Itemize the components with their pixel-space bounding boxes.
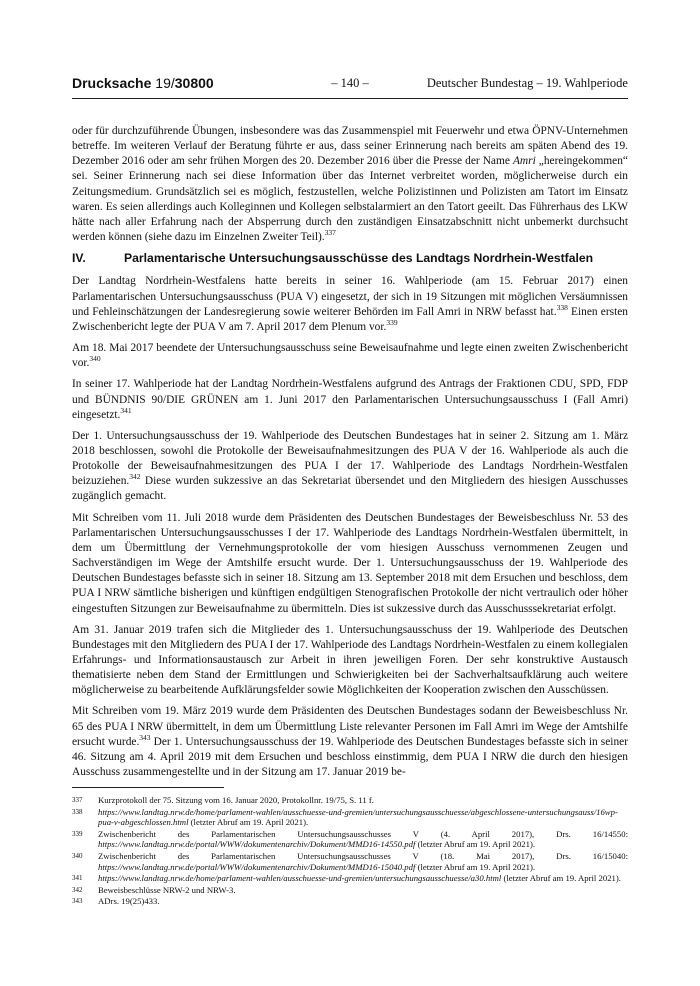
footnote-link[interactable]: https://www.landtag.nrw.de/portal/WWW/dokumentenarchiv/Dokument/MMD16-15040.pdf: [98, 861, 416, 872]
footnote-number: 340: [72, 851, 83, 860]
footnote-link[interactable]: https://www.landtag.nrw.de/portal/WWW/dokumentenarchiv/Dokument/MMD16-14550.pdf: [98, 839, 416, 850]
paragraph: Am 18. Mai 2017 beendete der Untersuchungsausschuss seine Beweisaufnahme und legte einen zweiten Zwischenbericht vor.$^{340}$: [72, 342, 628, 370]
footnote-ref[interactable]: 340: [89, 354, 101, 364]
footnote-ref[interactable]: 343: [139, 732, 151, 742]
section-heading: IV. Parlamentarische Untersuchungsausschüsse des Landtags Nordrhein-Westfalen: [72, 251, 594, 266]
footnote-number: 343: [72, 897, 83, 906]
footnote-number: 342: [72, 885, 83, 894]
footnote: 339 Zwischenbericht des Parlamentarischen Untersuchungsausschusses V (4. April 2017), Drs. 16/14550: https://www.landtag.nrw.de/portal/WWW/dokumentenarchiv/Dokument/MMD16-14550.pdf (letzter Abruf am 19. April 2021).: [72, 828, 628, 850]
footnote-ref[interactable]: 342: [129, 472, 141, 482]
body-text: [72, 124, 628, 786]
footnote: 337 Kurzprotokoll der 75. Sitzung vom 16. Januar 2020, Protokollnr. 19/75, S. 11 f.: [72, 795, 374, 805]
footnote-ref[interactable]: 341: [120, 405, 132, 415]
page-header: [72, 76, 628, 94]
paragraph: Der Landtag Nordrhein-Westfalens hatte bereits in seiner 16. Wahlperiode (am 15. Februar 2017) einen Parlamentarischen Untersuchungsausschuss (PUA V) eingesetzt, der sich in 19 Sitzungen mit möglichen Versäumnissen und Fehleinschätzungen der Landesregierung sowie weiterer Behörden im Fall Amri in NRW befasst hat.$^{338}$ Einen ersten Zwischenbericht legte der PUA V am 7. April 2017 dem Plenum vor.$^{339}$: [72, 275, 628, 333]
footnote-number: 341: [72, 874, 83, 883]
footnote-number: 339: [72, 829, 83, 838]
footnote-link[interactable]: https://www.landtag.nrw.de/home/parlament-wahlen/ausschuesse-und-gremien/untersuchungsausschuesse/abgeschlossene-untersuchungsauss/16wp-pua-v-abgeschlossen.html: [98, 806, 618, 828]
document-number: Drucksache 19/30800: [72, 75, 214, 91]
footnote: 338 https://www.landtag.nrw.de/home/parlament-wahlen/ausschuesse-und-gremien/untersuchungsausschuesse/abgeschlossene-untersuchungsauss/16wp-pua-v-abgeschlossen.html (letzter Abruf am 19. April 2021).: [72, 806, 618, 828]
footnote-rule: [72, 787, 224, 788]
footnote: 342 Beweisbeschlüsse NRW-2 und NRW-3.: [72, 884, 236, 895]
paragraph-list: [72, 274, 628, 780]
footnote-ref[interactable]: 337: [324, 228, 336, 238]
paragraph: oder für durchzuführende Übungen, insbesondere was das Zusammenspiel mit Feuerwehr und etwa ÖPNV-Unternehmen betreffe. Im weiteren Verlauf der Beratung führte er aus, dass seiner Erinnerung nach bereits am späten Abend des 19. Dezember 2016 oder am sehr frühen Morgen des 20. Dezember 2016 über die Presse der Name Amri „hereingekommen“ sei. Seiner Erinnerung nach sei diese Information über das Internet verbreitet worden, möglicherweise durch ein Zeitungsmedium. Grundsätzlich sei es möglich, festzustellen, welche Polizistinnen und Polizisten am Tatort im Einsatz waren. Es seien allerdings auch Kolleginnen und Kollegen selbstalarmiert an den Tatort geeilt. Das Führerhaus des LKW hätte nach aller Erfahrung nach der Absperrung durch den zuständigen Einsatzabschnitt nicht unbemerkt durchsucht werden können (siehe dazu im Einzelnen Zweiter Teil).$^{337}$: [72, 125, 628, 244]
paragraph: Mit Schreiben vom 11. Juli 2018 wurde dem Präsidenten des Deutschen Bundestages der Beweisbeschluss Nr. 53 des Parlamentarischen Untersuchungsausschusses I der 17. Wahlperiode des Landtags Nordrhein-Westfalen übermittelt, in dem um Übermittlung der Vernehmungsprotokolle der vom hiesigen Ausschuss vernommenen Zeugen und Sachverständigen im Wege der Amtshilfe ersucht wurde. Der 1. Untersuchungsausschuss der 19. Wahlperiode des Deutschen Bundestages befasste sich in seiner 18. Sitzung am 13. September 2018 mit dem Ersuchen und beschloss, dem PUA I NRW sämtliche bisherigen und künftigen endgültigen Stenografischen Protokolle der nicht vertraulich oder höher eingestuften Sitzungen zur Beweisaufnahme zu übermitteln. Dies ist sukzessive durch das Ausschusssekretariat erfolgt.: [72, 511, 628, 615]
footnote-link[interactable]: https://www.landtag.nrw.de/home/parlament-wahlen/ausschuesse-und-gremien/untersuchungsausschuesse/a30.html: [98, 873, 502, 884]
footnote-ref[interactable]: 338: [556, 302, 568, 312]
footnotes: [72, 795, 628, 908]
paragraph: Der 1. Untersuchungsausschuss der 19. Wahlperiode des Deutschen Bundestages hat in seiner 2. Sitzung am 1. März 2018 beschlossen, sowohl die Protokolle der Beweisaufnahmesitzungen des PUA V der 16. Wahlperiode als auch die Protokolle der Beweisaufnahmesitzungen des PUA I der 17. Wahlperiode des Landtags Nordrhein-Westfalen beizuziehen.$^{342}$ Diese wurden sukzessive an das Sekretariat übersendet und den Mitgliedern des hiesigen Ausschusses zugänglich gemacht.: [72, 429, 628, 503]
footnote-number: 338: [72, 807, 83, 816]
header-rule: [72, 98, 628, 99]
page-number: – 140 –: [331, 76, 369, 90]
paragraph: In seiner 17. Wahlperiode hat der Landtag Nordrhein-Westfalens aufgrund des Antrags der Fraktionen CDU, SPD, FDP und BÜNDNIS 90/DIE GRÜNEN am 1. Juni 2017 den Parlamentarischen Untersuchungsausschuss I (Fall Amri) eingesetzt.$^{341}$: [72, 378, 628, 421]
footnote: 343 ADrs. 19(25)433.: [72, 896, 160, 907]
paragraph: Am 31. Januar 2019 trafen sich die Mitglieder des 1. Untersuchungsausschuss der 19. Wahlperiode des Deutschen Bundestages mit den Mitgliedern des PUA I der 17. Wahlperiode des Landtags Nordrhein-Westfalen zu einem kollegialen Erfahrungs- und Informationsaustausch zur Arbeit in ihren jeweiligen Foren. Der sehr konstruktive Austausch thematisierte neben dem Stand der Ermittlungen und Schwierigkeiten bei der Sachverhaltsaufklärung auch weitere möglicherweise zu bearbeitende Aufklärungsfelder sowie Möglichkeiten der Kooperation zwischen den Ausschüssen.: [72, 623, 628, 697]
footnote: 341 https://www.landtag.nrw.de/home/parlament-wahlen/ausschuesse-und-gremien/untersuchungsausschuesse/a30.html (letzter Abruf am 19. April 2021).: [72, 873, 621, 884]
footnote-number: 337: [72, 796, 83, 804]
footnote-ref[interactable]: 339: [386, 318, 398, 328]
header-publisher: Deutscher Bundestag – 19. Wahlperiode: [426, 76, 628, 90]
footnote: 340 Zwischenbericht des Parlamentarischen Untersuchungsausschusses V (18. Mai 2017), Drs. 16/15040: https://www.landtag.nrw.de/portal/WWW/dokumentenarchiv/Dokument/MMD16-15040.pdf (letzter Abruf am 19. April 2021).: [72, 850, 628, 872]
paragraph: Mit Schreiben vom 19. März 2019 wurde dem Präsidenten des Deutschen Bundestages sodann der Beweisbeschluss Nr. 65 des PUA I NRW übermittelt, in dem um Übermittlung Liste relevanter Personen im Fall Amri im Wege der Amtshilfe ersucht wurde.$^{343}$ Der 1. Untersuchungsausschuss der 19. Wahlperiode des Deutschen Bundestages befasste sich in seiner 46. Sitzung am 4. April 2019 mit dem Ersuchen und beschloss einstimmig, dem PUA I NRW die durch den hiesigen Ausschuss zusammengestellte und in der Sitzung am 17. Januar 2019 be-: [72, 705, 628, 779]
